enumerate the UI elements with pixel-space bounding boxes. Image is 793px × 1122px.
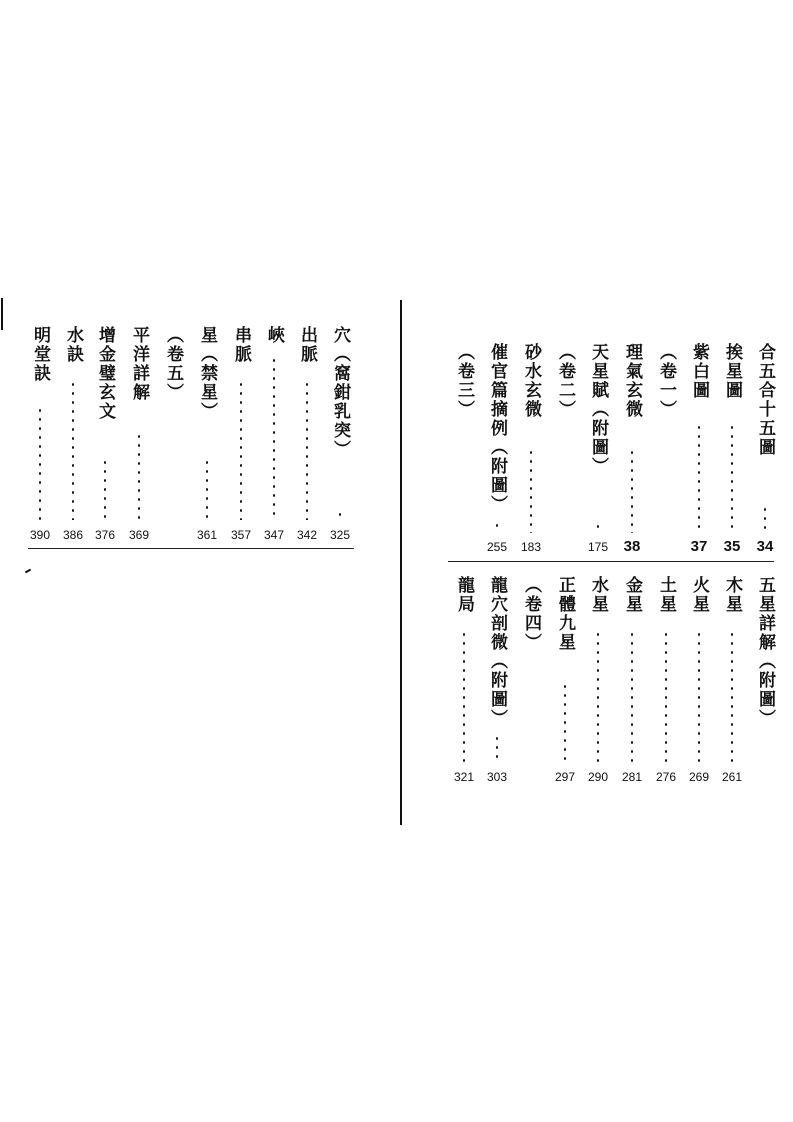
entry-title: 挨星圖 bbox=[722, 343, 742, 400]
entry-page: 297 bbox=[554, 770, 576, 784]
entry-title: 串脈 bbox=[231, 326, 251, 364]
entry-page: 369 bbox=[128, 528, 150, 542]
leader-dots bbox=[597, 522, 599, 533]
leader-dots bbox=[631, 448, 633, 533]
leader-dots bbox=[240, 380, 242, 520]
entry-title: 合五合十五圖 bbox=[755, 343, 775, 457]
leader-dots bbox=[206, 458, 208, 520]
entry-title: 水訣 bbox=[63, 326, 83, 364]
entry-page: 34 bbox=[756, 538, 774, 555]
leader-dots bbox=[530, 448, 532, 533]
leader-dots bbox=[665, 630, 667, 762]
entry-page: 342 bbox=[296, 528, 318, 542]
ink-smudge bbox=[25, 569, 31, 574]
leader-dots bbox=[698, 423, 700, 533]
entry-title: 穴（窩鉗乳突） bbox=[330, 326, 350, 459]
entry-page: 347 bbox=[263, 528, 285, 542]
entry-title: 峽 bbox=[264, 326, 284, 345]
leader-dots bbox=[597, 630, 599, 762]
volume-title: （卷一） bbox=[656, 343, 676, 419]
entry-page: 35 bbox=[723, 538, 741, 555]
entry-page: 38 bbox=[623, 538, 641, 555]
entry-title: 天星賦（附圖） bbox=[588, 343, 608, 476]
entry-title: 催官篇摘例（附圖） bbox=[487, 343, 507, 514]
leader-dots bbox=[698, 630, 700, 762]
entry-title: 增金璧玄文 bbox=[95, 326, 115, 421]
leader-dots bbox=[463, 630, 465, 762]
entry-title: 水星 bbox=[588, 576, 608, 614]
leader-dots bbox=[564, 682, 566, 762]
gutter-line bbox=[400, 300, 402, 825]
entry-title: 明堂訣 bbox=[30, 326, 50, 383]
entry-page: 321 bbox=[453, 770, 475, 784]
entry-page: 37 bbox=[690, 538, 708, 555]
entry-title: 正體九星 bbox=[555, 576, 575, 652]
leader-dots bbox=[496, 521, 498, 533]
entry-page: 290 bbox=[587, 770, 609, 784]
entry-page: 261 bbox=[721, 770, 743, 784]
entry-page: 255 bbox=[486, 540, 508, 554]
leader-dots bbox=[339, 510, 341, 520]
volume-title: （卷三） bbox=[454, 343, 474, 419]
entry-title: 龍局 bbox=[454, 576, 474, 614]
leader-dots bbox=[764, 505, 766, 533]
entry-title: 出脈 bbox=[297, 326, 317, 364]
leader-dots bbox=[631, 630, 633, 762]
entry-title: 砂水玄微 bbox=[521, 343, 541, 419]
entry-title: 平洋詳解 bbox=[129, 326, 149, 402]
entry-page: 183 bbox=[520, 540, 542, 554]
leader-dots bbox=[273, 356, 275, 520]
entry-page: 386 bbox=[62, 528, 84, 542]
entry-page: 281 bbox=[621, 770, 643, 784]
entry-page: 325 bbox=[329, 528, 351, 542]
entry-title: 理氣玄微 bbox=[622, 343, 642, 419]
leader-dots bbox=[731, 630, 733, 762]
volume-title: （卷四） bbox=[521, 576, 541, 652]
entry-title: 木星 bbox=[722, 576, 742, 614]
volume-title: （卷二） bbox=[555, 343, 575, 419]
entry-page: 276 bbox=[655, 770, 677, 784]
right-middle-rule bbox=[448, 561, 774, 562]
entry-page: 390 bbox=[29, 528, 51, 542]
entry-title: 土星 bbox=[656, 576, 676, 614]
entry-page: 303 bbox=[486, 770, 508, 784]
left-bottom-rule bbox=[28, 548, 354, 549]
entry-title: 星（禁星） bbox=[197, 326, 217, 421]
leader-dots bbox=[138, 432, 140, 520]
leader-dots bbox=[104, 458, 106, 520]
entry-page: 357 bbox=[230, 528, 252, 542]
leader-dots bbox=[306, 380, 308, 520]
entry-title: 紫白圖 bbox=[689, 343, 709, 400]
entry-title: 金星 bbox=[622, 576, 642, 614]
leader-dots bbox=[72, 380, 74, 520]
entry-page: 361 bbox=[196, 528, 218, 542]
left-edge-mark bbox=[1, 298, 3, 330]
volume-title: （卷五） bbox=[163, 326, 183, 402]
entry-title: 火星 bbox=[689, 576, 709, 614]
leader-dots bbox=[39, 406, 41, 520]
leader-dots bbox=[731, 423, 733, 533]
entry-page: 269 bbox=[688, 770, 710, 784]
entry-title: 龍穴剖微（附圖） bbox=[487, 576, 507, 728]
entry-page: 175 bbox=[587, 540, 609, 554]
leader-dots bbox=[496, 734, 498, 762]
entry-title: 五星詳解（附圖） bbox=[755, 576, 775, 728]
entry-page: 376 bbox=[94, 528, 116, 542]
